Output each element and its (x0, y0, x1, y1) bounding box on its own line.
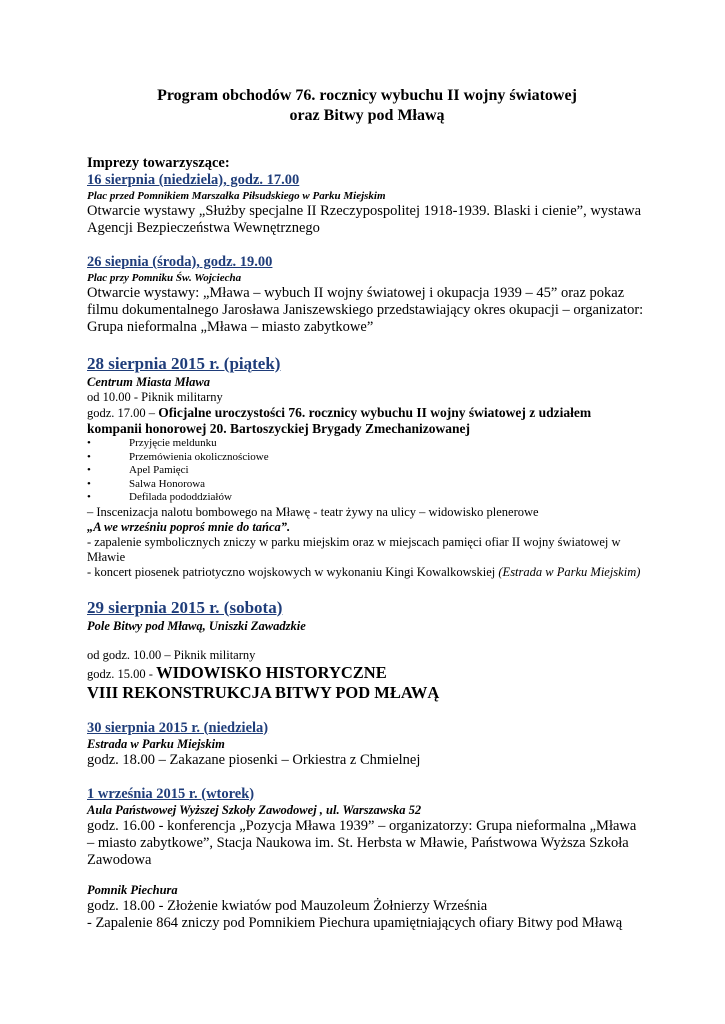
event-date: 26 siepnia (środa), godz. 19.00 (87, 254, 273, 270)
event-date: 16 sierpnia (niedziela), godz. 17.00 (87, 172, 300, 188)
schedule-line: od 10.00 - Piknik militarny (87, 390, 223, 404)
schedule-line: godz. 18.00 – Zakazane piosenki – Orkiestra z Chmielnej (87, 751, 421, 768)
day-29-aug (87, 597, 647, 703)
title-line-1: Program obchodów 76. rocznicy wybuchu II wojny światowej (157, 87, 577, 104)
event-16-aug (87, 172, 647, 237)
day-1-sep (87, 786, 647, 932)
schedule-line: od godz. 10.00 – Piknik militarny (87, 647, 256, 662)
schedule-line-show: VIII REKONSTRUKCJA BITWY POD MŁAWĄ (87, 682, 440, 702)
bullet-icon: • (87, 464, 91, 476)
bullet-icon: • (87, 437, 91, 449)
list-item: • Przyjęcie meldunku (87, 437, 217, 449)
day-place: Centrum Miasta Mława (87, 375, 210, 389)
schedule-line: - zapalenie symbolicznych zniczy w parku miejskim oraz w miejscach pamięci ofiar II wojny światowej w Mławie (87, 534, 621, 564)
day-date: 1 września 2015 r. (wtorek) (87, 785, 255, 802)
day-place: Estrada w Parku Miejskim (87, 736, 225, 751)
bullet-icon: • (87, 491, 91, 503)
day-date: 30 sierpnia 2015 r. (niedziela) (87, 719, 269, 736)
day-30-aug (87, 720, 647, 769)
schedule-line: godz. 18.00 - Złożenie kwiatów pod Mauzoleum Żołnierzy Września (87, 897, 488, 914)
schedule-line: - Zapalenie 864 zniczy pod Pomnikiem Piechura upamiętniających ofiary Bitwy pod Mławą (87, 914, 623, 931)
schedule-line: – Inscenizacja nalotu bombowego na Mławę - teatr żywy na ulicy – widowisko plenerowe (87, 504, 539, 519)
event-place: Plac przed Pomnikiem Marszałka Piłsudskiego w Parku Miejskim (87, 190, 386, 202)
section-heading: Imprezy towarzyszące: (87, 155, 230, 171)
day-place: Pole Bitwy pod Mławą, Uniszki Zawadzkie (87, 618, 306, 633)
day-28-aug (87, 353, 647, 580)
day-place: Pomnik Piechura (87, 882, 178, 897)
event-description: Otwarcie wystawy „Służby specjalne II Rzeczypospolitej 1918-1939. Blaski i cienie”, wystawa Agencji Bezpieczeństwa Wewnętrznego (87, 203, 642, 236)
event-26-aug (87, 254, 647, 336)
bullet-icon: • (87, 477, 91, 490)
schedule-line-show: godz. 15.00 - WIDOWISKO HISTORYCZNE (87, 662, 387, 682)
day-date: 29 sierpnia 2015 r. (sobota) (87, 597, 283, 617)
list-item: • Defilada pododdziałów (87, 491, 232, 503)
schedule-line: godz. 16.00 - konferencja „Pozycja Mława 1939” – organizatorzy: Grupa nieformalna „Mława – miasto zabytkowe”, Stacja Naukowa im. St. Herbsta w Mławie, Państwowa Wyższa Szkoła Zawodowa (87, 817, 637, 868)
document-title (87, 86, 647, 126)
list-item: • Apel Pamięci (87, 464, 189, 476)
list-item: • Przemówienia okolicznościowe (87, 450, 269, 463)
day-date: 28 sierpnia 2015 r. (piątek) (87, 354, 281, 373)
event-place: Plac przy Pomniku Św. Wojciecha (87, 272, 242, 284)
schedule-line: - koncert piosenek patriotyczno wojskowych w wykonaniu Kingi Kowalkowskiej (Estrada w Parku Miejskim) (87, 564, 641, 579)
performance-title: „A we wrześniu poproś mnie do tańca”. (87, 519, 291, 534)
event-description: Otwarcie wystawy: „Mława – wybuch II wojny światowej i okupacja 1939 – 45” oraz pokaz filmu dokumentalnego Jarosława Janiszewskiego przedstawiający okres okupacji – organizator: Grupa nieformalna „Mława – miasto zabytkowe” (87, 285, 644, 335)
bullet-icon: • (87, 450, 91, 463)
day-place: Aula Państwowej Wyższej Szkoły Zawodowej , ul. Warszawska 52 (87, 802, 422, 817)
list-item: • Salwa Honorowa (87, 477, 206, 490)
schedule-line-ceremony: godz. 17.00 – Oficjalne uroczystości 76. rocznicy wybuchu II wojny światowej z udziałem kompanii honorowej 20. Bartoszyckiej Brygady Zmechanizowanej (87, 405, 592, 436)
ceremony-bullet-list (87, 437, 647, 505)
document-page (87, 86, 647, 932)
title-line-2: oraz Bitwy pod Mławą (289, 107, 445, 124)
